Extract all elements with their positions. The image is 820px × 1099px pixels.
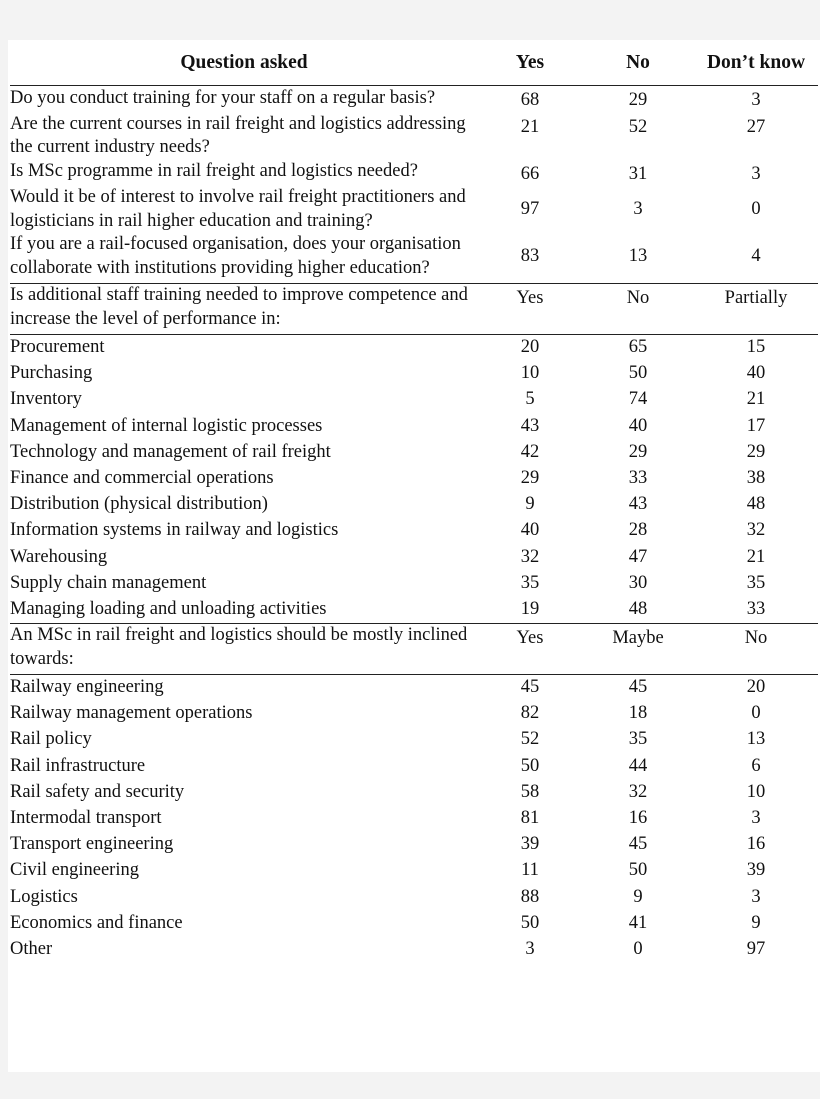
table-row [10, 858, 818, 884]
table-row [10, 186, 818, 233]
maybe-cell: 44 [628, 755, 648, 776]
dont-know-cell: 27 [746, 116, 766, 137]
no-cell: 31 [628, 163, 648, 184]
yes-cell: 50 [520, 755, 540, 776]
partially-cell: 17 [746, 415, 766, 436]
no-cell: 29 [628, 90, 648, 110]
partially-cell: 29 [746, 441, 766, 462]
no-cell: 20 [694, 675, 818, 702]
no-cell: 47 [628, 546, 648, 567]
no-cell: 6 [751, 755, 761, 776]
yes-cell: 82 [520, 703, 540, 724]
no-cell: 13 [746, 729, 766, 750]
item-label: Transport engineering [10, 834, 174, 855]
maybe-cell: 16 [628, 808, 648, 828]
table-row [10, 113, 818, 160]
yes-cell: 19 [520, 598, 540, 619]
item-label: Information systems in railway and logistics [10, 520, 339, 541]
table-row [10, 832, 818, 858]
section-header-row [10, 624, 818, 675]
yes-cell: 68 [520, 90, 540, 110]
no-cell: 43 [628, 494, 648, 515]
item-label: Managing loading and unloading activities [10, 598, 327, 619]
question-cell: Is MSc programme in rail freight and logistics needed? [10, 160, 418, 181]
yes-cell: 83 [520, 245, 540, 266]
yes-cell: 97 [520, 198, 540, 219]
yes-cell: 40 [520, 520, 540, 541]
partially-cell: 21 [746, 546, 766, 567]
table-row [10, 440, 818, 466]
section-col-no: No [582, 284, 694, 335]
partially-cell: 38 [746, 467, 766, 488]
no-cell: 30 [628, 572, 648, 593]
section-col-maybe: Maybe [582, 624, 694, 675]
yes-cell: 20 [478, 335, 582, 362]
dont-know-cell: 0 [751, 198, 761, 219]
no-cell: 48 [628, 598, 648, 619]
partially-cell: 21 [746, 389, 766, 410]
table-row [10, 160, 818, 187]
no-cell: 3 [751, 886, 761, 907]
no-cell: 28 [628, 520, 648, 541]
header-dont-know: Don’t know [694, 40, 818, 86]
yes-cell: 10 [520, 363, 540, 384]
yes-cell: 5 [525, 389, 535, 410]
header-no: No [582, 40, 694, 86]
table-row [10, 335, 818, 362]
table-row [10, 233, 818, 284]
no-cell: 50 [628, 363, 648, 384]
section-col-yes: Yes [478, 284, 582, 335]
no-cell: 10 [746, 781, 766, 802]
table-row [10, 911, 818, 937]
table-row [10, 701, 818, 727]
maybe-cell: 35 [628, 729, 648, 750]
item-label: Logistics [10, 886, 78, 907]
no-cell: 52 [628, 116, 648, 137]
yes-cell: 35 [520, 572, 540, 593]
table-body [10, 86, 818, 964]
table-row [10, 518, 818, 544]
item-label: Railway engineering [10, 675, 478, 702]
yes-cell: 43 [520, 415, 540, 436]
question-cell: Would it be of interest to involve rail freight practitioners and logisticians in rail higher education and training? [10, 187, 466, 231]
no-cell: 65 [582, 335, 694, 362]
maybe-cell: 9 [633, 886, 643, 907]
survey-results-table [10, 40, 818, 963]
no-cell: 33 [628, 467, 648, 488]
table-row [10, 492, 818, 518]
no-cell: 13 [628, 245, 648, 266]
question-cell: Do you conduct training for your staff on a regular basis? [10, 88, 436, 108]
yes-cell: 29 [520, 467, 540, 488]
no-cell: 16 [746, 834, 766, 855]
item-label: Purchasing [10, 363, 93, 384]
item-label: Procurement [10, 335, 478, 362]
yes-cell: 50 [520, 912, 540, 933]
maybe-cell: 50 [628, 860, 648, 881]
table-row [10, 597, 818, 624]
document-page [8, 40, 820, 1072]
table-row [10, 387, 818, 413]
question-cell: If you are a rail-focused organisation, does your organisation collaborate with institutions providing higher education? [10, 234, 461, 278]
table-row [10, 806, 818, 832]
dont-know-cell: 3 [751, 90, 761, 110]
item-label: Economics and finance [10, 912, 183, 933]
yes-cell: 52 [520, 729, 540, 750]
section-header-row [10, 284, 818, 335]
yes-cell: 45 [478, 675, 582, 702]
item-label: Technology and management of rail freight [10, 441, 331, 462]
no-cell: 0 [751, 703, 761, 724]
table-row [10, 885, 818, 911]
maybe-cell: 45 [582, 675, 694, 702]
item-label: Other [10, 938, 53, 959]
table-row [10, 727, 818, 753]
yes-cell: 11 [521, 860, 539, 881]
section-col-no: No [694, 624, 818, 675]
item-label: Inventory [10, 389, 82, 410]
no-cell: 97 [746, 938, 766, 959]
partially-cell: 33 [746, 598, 766, 619]
table-row [10, 780, 818, 806]
table-row [10, 571, 818, 597]
table-row [10, 675, 818, 702]
no-cell: 74 [628, 389, 648, 410]
item-label: Finance and commercial operations [10, 467, 274, 488]
question-cell: Are the current courses in rail freight and logistics addressing the current industry needs? [10, 113, 466, 157]
table-row [10, 361, 818, 387]
item-label: Intermodal transport [10, 808, 162, 828]
item-label: Rail safety and security [10, 781, 185, 802]
section-question-cell: Is additional staff training needed to improve competence and increase the level of performance in: [10, 284, 478, 335]
header-yes: Yes [478, 40, 582, 86]
no-cell: 9 [751, 912, 761, 933]
yes-cell: 32 [520, 546, 540, 567]
maybe-cell: 45 [628, 834, 648, 855]
partially-cell: 40 [746, 363, 766, 384]
partially-cell: 35 [746, 572, 766, 593]
item-label: Management of internal logistic processes [10, 415, 323, 436]
partially-cell: 32 [746, 520, 766, 541]
maybe-cell: 41 [628, 912, 648, 933]
yes-cell: 21 [520, 116, 540, 137]
table-row [10, 937, 818, 963]
yes-cell: 3 [525, 938, 535, 959]
item-label: Civil engineering [10, 860, 139, 881]
item-label: Distribution (physical distribution) [10, 494, 268, 515]
dont-know-cell: 4 [751, 245, 761, 266]
item-label: Railway management operations [10, 703, 253, 724]
maybe-cell: 18 [628, 703, 648, 724]
item-label: Rail policy [10, 729, 92, 750]
header-question: Question asked [10, 40, 478, 86]
item-label: Rail infrastructure [10, 755, 146, 776]
partially-cell: 15 [694, 335, 818, 362]
yes-cell: 9 [525, 494, 535, 515]
no-cell: 29 [628, 441, 648, 462]
yes-cell: 58 [520, 781, 540, 802]
item-label: Warehousing [10, 546, 108, 567]
no-cell: 3 [633, 198, 643, 219]
yes-cell: 81 [520, 808, 540, 828]
table-row [10, 545, 818, 571]
section-col-partially: Partially [694, 284, 818, 335]
yes-cell: 88 [520, 886, 540, 907]
maybe-cell: 32 [628, 781, 648, 802]
maybe-cell: 0 [633, 938, 643, 959]
table-row [10, 754, 818, 780]
no-cell: 3 [751, 808, 761, 828]
table-row [10, 414, 818, 440]
table-row [10, 86, 818, 113]
table-row [10, 466, 818, 492]
yes-cell: 66 [520, 163, 540, 184]
partially-cell: 48 [746, 494, 766, 515]
section-question-cell: An MSc in rail freight and logistics should be mostly inclined towards: [10, 624, 478, 675]
no-cell: 40 [628, 415, 648, 436]
yes-cell: 39 [520, 834, 540, 855]
table-header-row [10, 40, 818, 86]
no-cell: 39 [746, 860, 766, 881]
yes-cell: 42 [520, 441, 540, 462]
item-label: Supply chain management [10, 572, 207, 593]
section-col-yes: Yes [478, 624, 582, 675]
dont-know-cell: 3 [751, 163, 761, 184]
